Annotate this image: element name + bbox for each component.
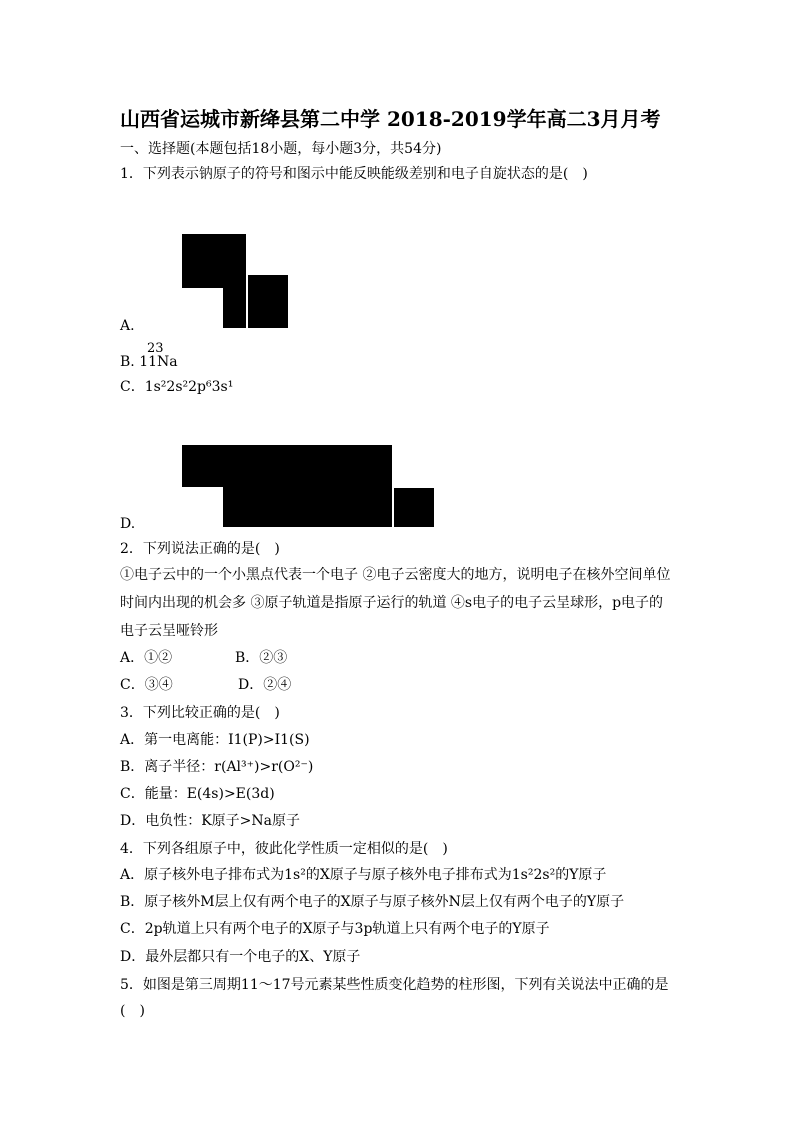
q1-option-d-image-block <box>394 488 434 527</box>
q1-option-d-image-block <box>182 445 392 487</box>
q3-option-b: B．离子半径：r(Al³⁺)>r(O²⁻) <box>120 759 314 775</box>
q2-text-line-2: 时间内出现的机会多 ③原子轨道是指原子运行的轨道 ④s电子的电子云呈球形，p电子的 <box>120 595 664 611</box>
q1-option-c <box>120 378 233 396</box>
q1-option-c-config: 1s²2s²2p⁶3s¹ <box>144 379 234 395</box>
q1-option-d: D. <box>120 516 136 532</box>
q5-stem-line-2: ( ) <box>120 1003 145 1019</box>
q3-stem: 3．下列比较正确的是( ) <box>120 705 280 721</box>
q1-option-a-image-block <box>248 275 288 328</box>
q4-option-d: D．最外层都只有一个电子的X、Y原子 <box>120 949 361 965</box>
q2-option-a: A．①② <box>120 650 173 666</box>
q3-option-a: A．第一电离能：I1(P)>I1(S) <box>120 732 310 748</box>
section-heading: 一、选择题(本题包括18小题，每小题3分，共54分) <box>120 141 442 157</box>
q2-text-line-3: 电子云呈哑铃形 <box>120 623 218 639</box>
page-title: 山西省运城市新绛县第二中学 2018-2019学年高二3月月考 <box>120 107 661 131</box>
q4-option-a: A．原子核外电子排布式为1s²的X原子与原子核外电子排布式为1s²2s²的Y原子 <box>120 867 607 883</box>
q1-option-b-mass-number: 23 <box>147 341 164 356</box>
q1-option-d-image-block <box>223 487 392 527</box>
q4-option-b: B．原子核外M层上仅有两个电子的X原子与原子核外N层上仅有两个电子的Y原子 <box>120 894 625 910</box>
q1-option-a: A. <box>120 318 135 334</box>
q1-option-c-prefix: C． <box>120 379 145 395</box>
q1-stem: 1．下列表示钠原子的符号和图示中能反映能级差别和电子自旋状态的是( ) <box>120 166 588 182</box>
q2-text-line-1: ①电子云中的一个小黑点代表一个电子 ②电子云密度大的地方，说明电子在核外空间单位 <box>120 567 671 583</box>
q2-option-d: D．②④ <box>238 677 292 693</box>
q3-option-c: C．能量：E(4s)>E(3d) <box>120 786 275 802</box>
q2-option-b: B．②③ <box>235 650 288 666</box>
q4-stem: 4．下列各组原子中，彼此化学性质一定相似的是( ) <box>120 841 448 857</box>
q2-option-c: C．③④ <box>120 677 173 693</box>
q4-option-c: C．2p轨道上只有两个电子的X原子与3p轨道上只有两个电子的Y原子 <box>120 921 550 937</box>
q1-option-b: B. 11Na <box>120 354 178 370</box>
q2-stem: 2．下列说法正确的是( ) <box>120 541 280 557</box>
q5-stem-line-1: 5．如图是第三周期11～17号元素某些性质变化趋势的柱形图，下列有关说法中正确的是 <box>120 977 669 993</box>
q1-option-a-image-block <box>223 288 246 328</box>
q1-option-a-image-block <box>182 234 246 288</box>
q3-option-d: D．电负性：K原子>Na原子 <box>120 813 301 829</box>
